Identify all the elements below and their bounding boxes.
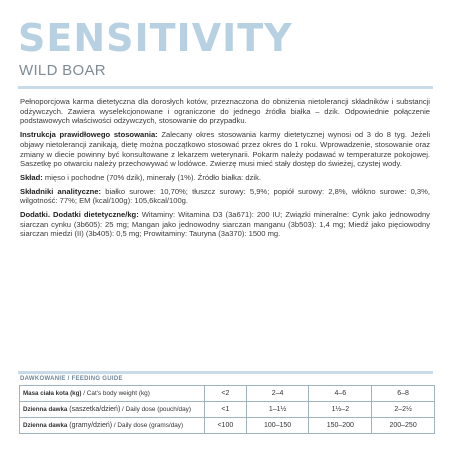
table-cell: 150–200	[309, 418, 372, 434]
additives-text: Witaminy: Witamina D3 (3a671): 200 IU; Związki mineralne: Cynk jako jednowodny siarczan cynku (3b605): 25 mg; Mangan jako jednowodny siarczan manganu (3b503): 1,4 mg; Miedź jako pięciowodny siarczan miedzi (II) (3b405): 0,5 mg; Prowitaminy: Tauryna (3a370): 1500 mg.	[20, 210, 430, 239]
table-row	[20, 386, 435, 402]
instructions-label: Instrukcja prawidłowego stosowania:	[20, 130, 158, 140]
table-cell: 200–250	[372, 418, 435, 434]
table-cell: 1½–2	[309, 402, 372, 418]
product-description-block	[20, 97, 430, 243]
composition-label: Skład:	[20, 172, 43, 182]
product-subtitle: WILD BOAR	[19, 62, 106, 79]
instructions-paragraph	[20, 130, 430, 169]
table-cell: 2–2½	[372, 402, 435, 418]
row-label-en: / Cat's body weight (kg)	[81, 390, 150, 397]
row-label	[20, 402, 205, 418]
row-label-en: / Daily dose (pouch/day)	[120, 406, 191, 413]
feeding-guide-title: DAWKOWANIE / FEEDING GUIDE	[20, 376, 123, 382]
analytical-paragraph	[20, 187, 430, 206]
row-label-pl: Dzienna dawka	[23, 406, 68, 413]
row-label	[20, 386, 205, 402]
table-row	[20, 402, 435, 418]
table-cell: 4–6	[309, 386, 372, 402]
table-cell: <2	[205, 386, 247, 402]
row-label-pl-unit: (kg)	[68, 390, 82, 397]
table-cell: <100	[205, 418, 247, 434]
description-paragraph: Pełnoporcjowa karma dietetyczna dla dorosłych kotów, przeznaczona do obniżenia nietolerancji składników i substancji odżywczych. Zawiera wyselekcjonowane i ograniczone do jednego źródła białka – dzik. Odpowiednie połączenie podstawowych właściwości odżywczych, stosowanie do przypadku.	[20, 97, 430, 126]
table-cell: 2–4	[246, 386, 309, 402]
row-label-pl-unit: (saszetka/dzień)	[67, 406, 121, 413]
instructions-text: Zalecany okres stosowania karmy dietetycznej wynosi od 3 do 8 tyg. Jeżeli objawy nietolerancji zanikają, dietę można początkowo stosować przez okres do 1 roku. Wprowadzenie, stosowanie oraz zmiany w diecie powinny być konsultowane z lekarzem weterynarii. Pokarm należy podawać w temperaturze pokojowej. Saszetkę po otwarciu należy przechowywać w lodówce. Zwierzę musi mieć stały dostęp do świeżej, czystej wody.	[20, 130, 431, 169]
product-title: SENSITIVITY	[18, 16, 293, 60]
analytical-text: białko surowe: 10,70%; tłuszcz surowy: 5,9%; popiół surowy: 2,8%, włókno surowe: 0,3%, wilgotność: 77%; EM (kcal/100g): 105,6kcal/100g.	[20, 186, 430, 206]
analytical-label: Składniki analityczne:	[20, 186, 102, 196]
additives-paragraph	[20, 210, 430, 239]
feeding-guide-divider	[18, 371, 433, 374]
additives-label: Dodatki. Dodatki dietetyczne/kg:	[20, 210, 139, 220]
row-label-pl: Masa ciała kota	[23, 390, 69, 397]
header-divider	[18, 86, 433, 89]
row-label-pl: Dzienna dawka	[23, 422, 68, 429]
row-label-pl-unit: (gramy/dzień)	[67, 422, 113, 429]
table-cell: 1–1½	[246, 402, 309, 418]
row-label-en: / Daily dose (grams/day)	[112, 422, 184, 429]
table-cell: <1	[205, 402, 247, 418]
row-label	[20, 418, 205, 434]
composition-text: mięso i pochodne (70% dzik), minerały (1%). Źródło białka: dzik.	[42, 172, 261, 182]
table-cell: 100–150	[246, 418, 309, 434]
feeding-guide-table	[19, 385, 435, 434]
table-row	[20, 418, 435, 434]
composition-paragraph	[20, 173, 430, 183]
table-cell: 6–8	[372, 386, 435, 402]
